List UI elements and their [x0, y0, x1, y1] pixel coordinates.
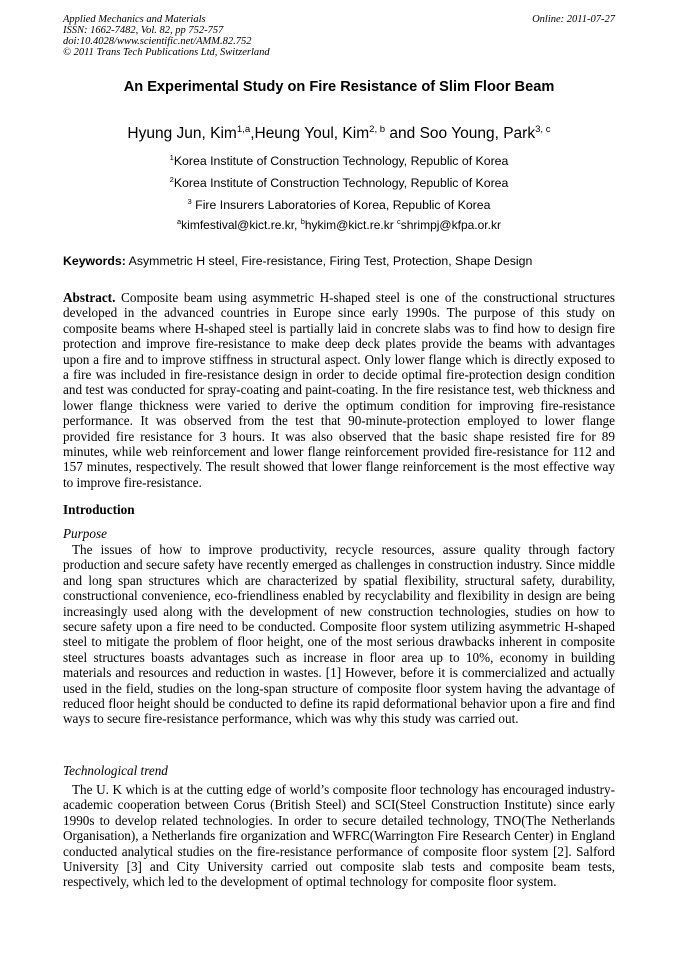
- author-name: Hyung Jun, Kim: [127, 125, 237, 142]
- affiliation-2: [0, 176, 678, 190]
- author-name: and Soo Young, Park: [385, 125, 536, 142]
- copyright-line: © 2011 Trans Tech Publications Ltd, Switzerland: [63, 47, 270, 58]
- paper-title: An Experimental Study on Fire Resistance of Slim Floor Beam: [123, 79, 555, 95]
- keywords-label: Keywords:: [63, 254, 126, 268]
- purpose-paragraph: The issues of how to improve productivity, recycle resources, assure quality through factory production and secure safety have recently emerged as challenges in construction industry. Since middle and long span structures which are characterized by spatial flexibility, structural safety, durability, constructional convenience, eco-friendliness enabled by recyclability and flexibility in design are being increasingly used along with the development of new construction technologies, studies on how to secure safety upon a fire need to be conducted. Composite floor system utilizing asymmetric H-shaped steel to mitigate the problem of floor height, one of the most serious drawbacks inherent in composite steel structures boasts advantages such as increase in floor area up to 10%, economy in building materials and resources and reduction in wastes. [1] However, before it is commercialized and actually used in the field, studies on the long-span structure of composite floor system having the advantage of reduced floor height should be conducted to define its rapid deformational behavior upon a fire and find ways to secure fire-resistance performance, which was why this study was carried out.: [63, 542, 615, 727]
- trend-paragraph: The U. K which is at the cutting edge of world’s composite floor technology has encouraged industry-academic cooperation between Corus (British Steel) and SCI(Steel Construction Institute) since early 1990s to develop related technologies. In order to secure detailed technology, TNO(The Netherlands Organisation), a Netherlands fire organization and WFRC(Warrington Fire Research Center) in England conducted analytical studies on the fire-resistance performance of composite floor system [2]. Salford University [3] and City University carried out composite slab tests and composite beam tests, respectively, which led to the development of optimal technology for composite floor system.: [63, 782, 615, 890]
- journal-header: [63, 14, 615, 58]
- email-line: [0, 218, 678, 232]
- email-superscript: b: [300, 217, 305, 226]
- author-name: ,Heung Youl, Kim: [250, 125, 370, 142]
- abstract-text: Composite beam using asymmetric H-shaped steel is one of the constructional structures developed in the advanced countries in Europe since early 1990s. The purpose of this study on composite beams where H-shaped steel is partially laid in concrete slabs was to find how to design fire protection and improve fire-resistance to make deep deck plates provide the beams with advantages upon a fire and to improve stiffness in structural aspect. Only lower flange which is directly exposed to a fire was included in fire-resistance design in order to decide optimal fire-protection design condition and test was conducted for spray-coating and paint-coating. In the fire resistance test, web thickness and lower flange thickness were varied to derive the optimum condition for improving fire-resistance performance. It was observed from the test that 90-minute-protection employed to lower flange provided fire resistance for 3 hours. It was also observed that the basic shape resisted fire for 89 minutes, while web reinforcement and lower flange reinforcement provided fire-resistance for 112 and 157 minutes, respectively. The result showed that lower flange reinforcement is the most effective way to improve fire-resistance.: [63, 290, 615, 490]
- affiliation-text: Fire Insurers Laboratories of Korea, Republic of Korea: [191, 198, 491, 212]
- affiliation-1: [0, 154, 678, 168]
- keywords-text: Asymmetric H steel, Fire-resistance, Firing Test, Protection, Shape Design: [125, 254, 533, 268]
- affiliation-superscript: 1: [169, 152, 174, 162]
- journal-name: Applied Mechanics and Materials: [63, 14, 206, 25]
- abstract-paragraph: [63, 290, 615, 490]
- doi-line: doi:10.4028/www.scientific.net/AMM.82.752: [63, 36, 252, 47]
- author-superscript: 1,a: [236, 123, 251, 135]
- author-superscript: 3, c: [535, 123, 551, 135]
- affiliation-text: Korea Institute of Construction Technology, Republic of Korea: [173, 154, 509, 168]
- email-address: hykim@kict.re.kr: [304, 218, 398, 232]
- author-line: [0, 125, 678, 143]
- purpose-heading: Purpose: [63, 526, 107, 541]
- email-superscript: a: [177, 217, 182, 226]
- issn-line: ISSN: 1662-7482, Vol. 82, pp 752-757: [63, 25, 224, 36]
- abstract-label: Abstract.: [63, 290, 116, 305]
- affiliation-text: Korea Institute of Construction Technology, Republic of Korea: [173, 176, 509, 190]
- email-address: shrimpj@kfpa.or.kr: [400, 218, 501, 232]
- author-superscript: 2, b: [369, 123, 386, 135]
- email-superscript: c: [397, 217, 401, 226]
- affiliation-superscript: 2: [169, 174, 174, 184]
- online-date: Online: 2011-07-27: [532, 14, 615, 25]
- email-address: kimfestival@kict.re.kr,: [181, 218, 301, 232]
- keywords-line: [63, 254, 615, 268]
- introduction-heading: Introduction: [63, 502, 135, 517]
- affiliation-superscript: 3: [187, 196, 192, 206]
- trend-heading: Technological trend: [63, 763, 168, 778]
- affiliation-3: [0, 198, 678, 212]
